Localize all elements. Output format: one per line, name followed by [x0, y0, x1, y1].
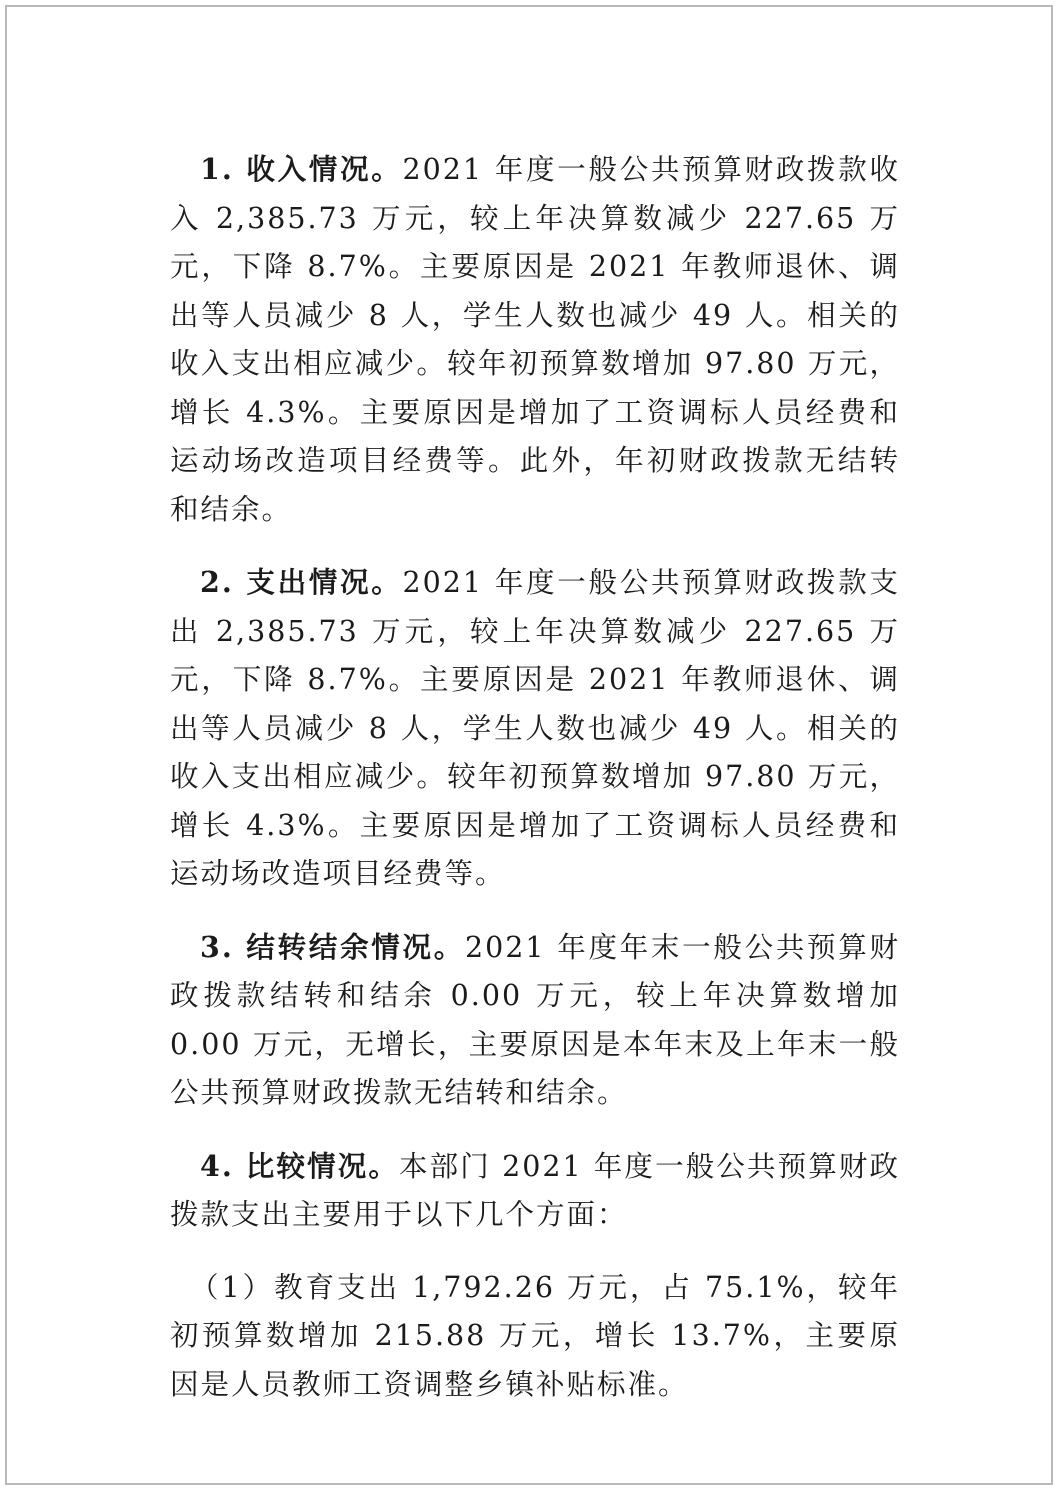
- section-text: 本部门 2021 年度一般公共预算财政拨款支出主要用于以下几个方面：: [170, 1149, 900, 1231]
- section-text: 2021 年度年末一般公共预算财政拨款结转和结余 0.00 万元，较上年决算数增加 0.00 万元，无增长，主要原因是本年末及上年末一般公共预算财政拨款无结转和结余。: [170, 930, 900, 1109]
- section-income: [170, 145, 900, 534]
- document-body: [170, 145, 900, 1409]
- section-heading: 1. 收入情况。: [200, 152, 403, 186]
- list-item-text: （1）教育支出 1,792.26 万元，占 75.1%，较年初预算数增加 215.88 万元，增长 13.7%，主要原因是人员教师工资调整乡镇补贴标准。: [170, 1270, 900, 1401]
- section-carryover: [170, 923, 900, 1118]
- list-item-education: [170, 1264, 900, 1410]
- section-comparison: [170, 1142, 900, 1240]
- section-text: 2021 年度一般公共预算财政拨款收入 2,385.73 万元，较上年决算数减少 227.65 万元，下降 8.7%。主要原因是 2021 年教师退休、调出等人员减少 8 人，学生人数也减少 49 人。相关的收入支出相应减少。较年初预算数增加 97.80 万元，增长 4.3%。主要原因是增加了工资调标人员经费和运动场改造项目经费等。此外，年初财政拨款无结转和结余。: [170, 153, 900, 526]
- section-heading: 3. 结转结余情况。: [200, 929, 465, 964]
- section-heading: 2. 支出情况。: [200, 565, 403, 599]
- document-page: [5, 5, 1053, 1485]
- paragraph-gap: [170, 1240, 900, 1264]
- paragraph-gap: [170, 534, 900, 558]
- section-expenditure: [170, 558, 900, 899]
- paragraph-gap: [170, 1118, 900, 1142]
- section-text: 2021 年度一般公共预算财政拨款支出 2,385.73 万元，较上年决算数减少 227.65 万元，下降 8.7%。主要原因是 2021 年教师退休、调出等人员减少 8 人，学生人数也减少 49 人。相关的收入支出相应减少。较年初预算数增加 97.80 万元，增长 4.3%。主要原因是增加了工资调标人员经费和运动场改造项目经费等。: [170, 566, 900, 890]
- section-heading: 4. 比较情况。: [200, 1148, 399, 1183]
- paragraph-gap: [170, 899, 900, 923]
